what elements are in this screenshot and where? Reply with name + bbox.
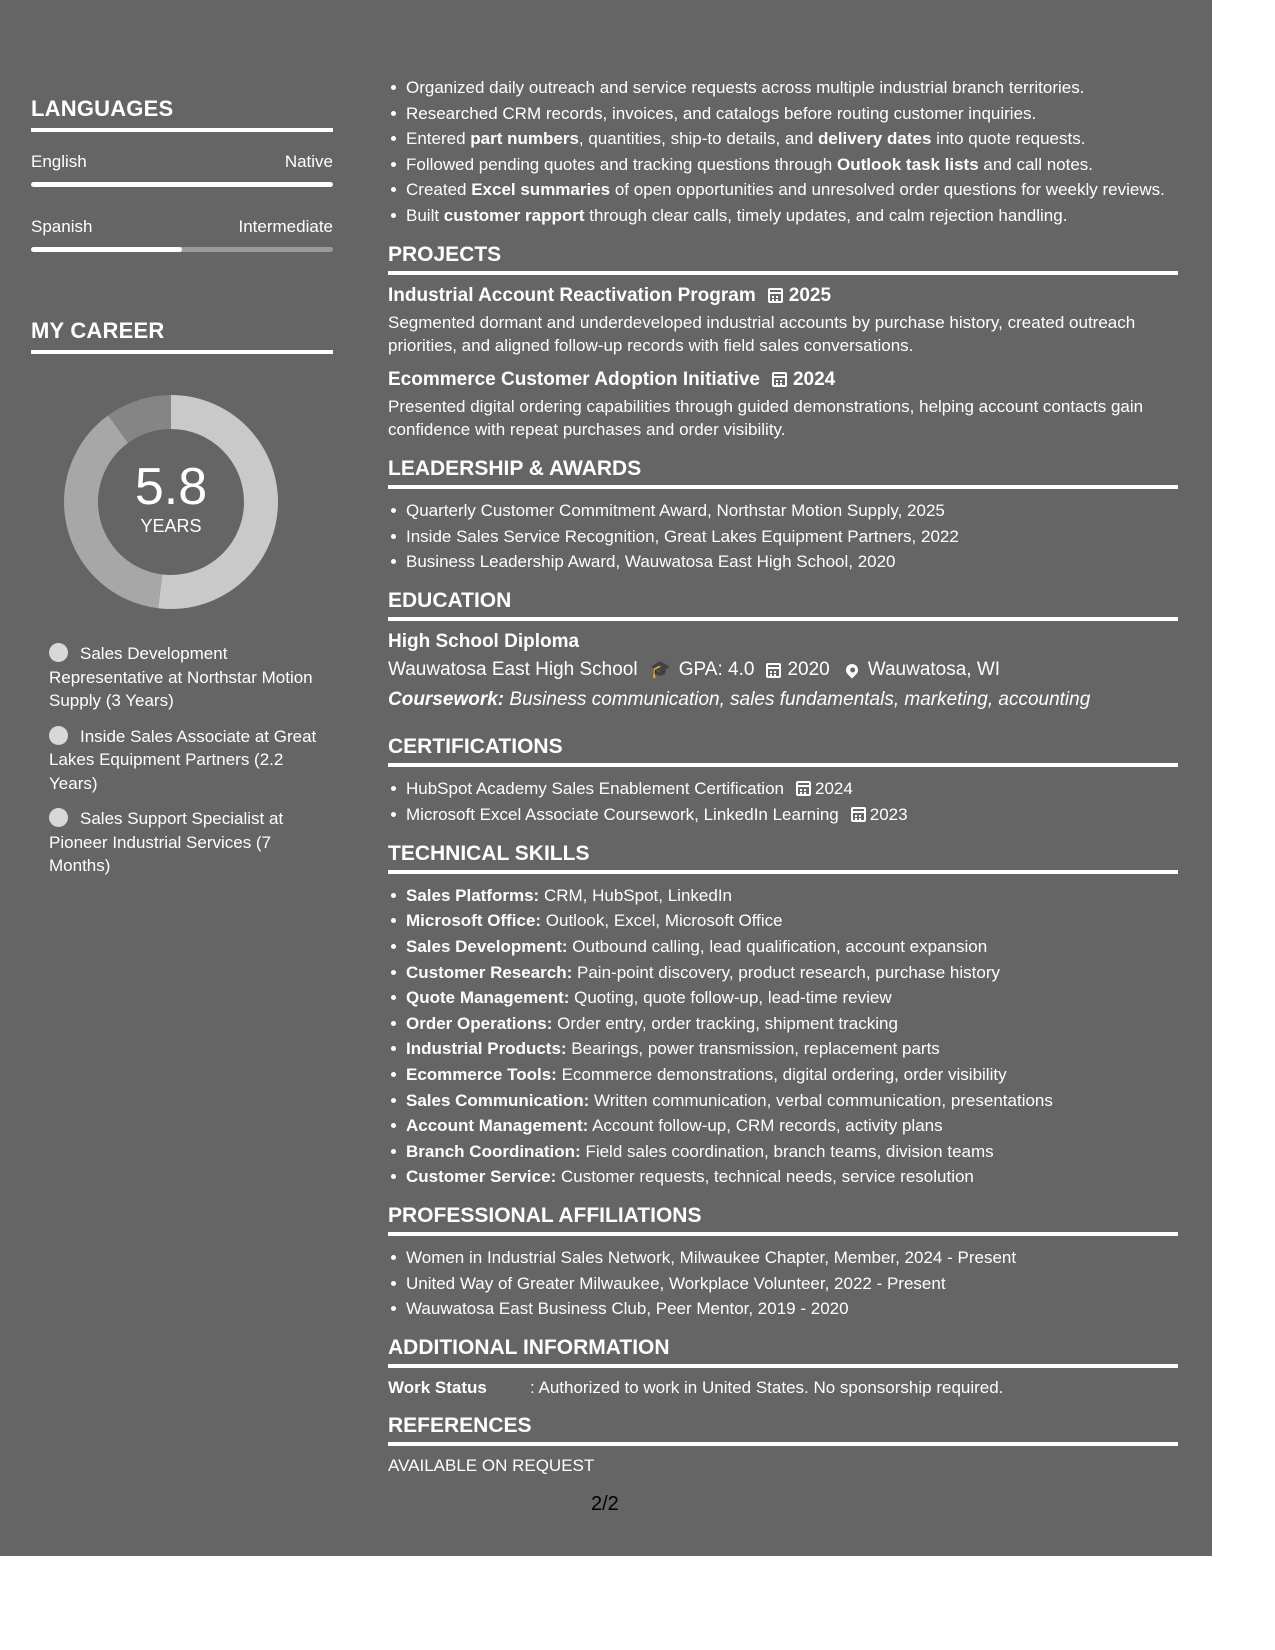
projects-title: PROJECTS (388, 243, 1178, 275)
awards-list (388, 499, 1178, 573)
education-title: EDUCATION (388, 589, 1178, 621)
experience-item: Entered part numbers, quantities, ship-to details, and delivery dates into quote requests. (406, 127, 1178, 150)
skill-label: Sales Communication: (406, 1090, 590, 1110)
career-item: Inside Sales Associate at Great Lakes Equipment Partners (2.2 Years) (49, 726, 317, 793)
project-item (388, 285, 1178, 357)
skill-item (406, 909, 1178, 932)
skill-label: Customer Service: (406, 1167, 557, 1187)
education-coursework (388, 689, 1178, 711)
skill-value: Ecommerce demonstrations, digital ordering, order visibility (556, 1064, 1007, 1084)
page-number: 2/2 (591, 1493, 619, 1515)
career-total-unit: YEARS (140, 515, 202, 536)
calendar-icon (766, 663, 781, 678)
certification-item: HubSpot Academy Sales Enablement Certification 2024 (406, 777, 1178, 800)
graduation-cap-icon: 🎓 (649, 660, 671, 680)
work-status (388, 1378, 1178, 1398)
affiliations-title: PROFESSIONAL AFFILIATIONS (388, 1204, 1178, 1236)
location-pin-icon (843, 662, 860, 679)
career-dot-icon (49, 808, 68, 827)
project-year: 2025 (788, 284, 832, 306)
skill-item (406, 884, 1178, 907)
career-dot-icon (49, 643, 68, 662)
skill-value: Bearings, power transmission, replacement parts (566, 1039, 940, 1059)
language-level: Intermediate (238, 217, 333, 236)
skill-value: Field sales coordination, branch teams, division teams (580, 1141, 994, 1161)
skills-list (388, 884, 1178, 1189)
skill-value: Quoting, quote follow-up, lead-time review (569, 988, 892, 1008)
skills-title: TECHNICAL SKILLS (388, 842, 1178, 874)
coursework-value: Business communication, sales fundamentals, marketing, accounting (509, 689, 1091, 711)
skill-value: Written communication, verbal communication, presentations (589, 1090, 1053, 1110)
certification-item: Microsoft Excel Associate Coursework, LinkedIn Learning 2023 (406, 803, 1178, 826)
experience-item: Created Excel summaries of open opportunities and unresolved order questions for weekly reviews. (406, 178, 1178, 201)
award-item: Quarterly Customer Commitment Award, Northstar Motion Supply, 2025 (406, 499, 1178, 522)
career-list (31, 642, 333, 878)
experience-item: Followed pending quotes and tracking questions through Outlook task lists and call notes. (406, 153, 1178, 176)
project-desc: Presented digital ordering capabilities through guided demonstrations, helping account contacts gain confidence with repeat purchases and order visibility. (388, 396, 1144, 439)
language-bar (31, 247, 333, 252)
work-status-value: : Authorized to work in United States. No sponsorship required. (530, 1378, 1004, 1398)
skill-label: Customer Research: (406, 962, 573, 982)
education-year: 2020 (787, 659, 830, 681)
experience-bullets (388, 76, 1178, 227)
affiliations-list (388, 1246, 1178, 1320)
calendar-icon (796, 781, 811, 796)
language-bar-fill (31, 247, 182, 252)
education-gpa: GPA: 4.0 (678, 659, 755, 681)
skill-value: Pain-point discovery, product research, purchase history (572, 962, 1001, 982)
languages-title: LANGUAGES (31, 96, 333, 132)
experience-item: Organized daily outreach and service requests across multiple industrial branch territories. (406, 76, 1178, 99)
awards-title: LEADERSHIP & AWARDS (388, 457, 1178, 489)
career-total-years: 5.8 (134, 457, 208, 516)
language-level: Native (284, 152, 333, 171)
skill-value: Outlook, Excel, Microsoft Office (541, 911, 783, 931)
career-dot-icon (49, 726, 68, 745)
skill-value: Account follow-up, CRM records, activity plans (588, 1116, 943, 1136)
language-name: English (31, 152, 87, 171)
language-spanish (31, 217, 333, 252)
language-bar (31, 182, 333, 187)
skill-item (406, 1140, 1178, 1163)
skill-label: Industrial Products: (406, 1039, 567, 1059)
project-year: 2024 (792, 368, 836, 390)
affiliation-item: Wauwatosa East Business Club, Peer Mentor, 2019 - 2020 (406, 1297, 1178, 1320)
language-bar-fill (31, 182, 333, 187)
calendar-icon (772, 372, 787, 387)
right-column (388, 76, 1178, 1476)
career-title: MY CAREER (31, 318, 333, 354)
skill-item (406, 935, 1178, 958)
skill-item (406, 986, 1178, 1009)
career-donut (63, 394, 279, 610)
project-desc: Segmented dormant and underdeveloped industrial accounts by purchase history, created outreach priorities, and aligned follow-up records with field sales conversations. (388, 312, 1136, 355)
skill-item (406, 1114, 1178, 1137)
calendar-icon (768, 288, 783, 303)
career-item: Sales Development Representative at Northstar Motion Supply (3 Years) (49, 644, 313, 710)
career-item: Sales Support Specialist at Pioneer Industrial Services (7 Months) (49, 809, 284, 875)
references-text: AVAILABLE ON REQUEST (388, 1456, 595, 1476)
skill-item (406, 1063, 1178, 1086)
project-item (388, 369, 1178, 441)
skill-value: Order entry, order tracking, shipment tracking (552, 1013, 898, 1033)
education-school: Wauwatosa East High School (388, 659, 638, 681)
skill-value: Outbound calling, lead qualification, account expansion (567, 936, 988, 956)
skill-label: Branch Coordination: (406, 1141, 581, 1161)
education-location: Wauwatosa, WI (867, 659, 1001, 681)
award-item: Business Leadership Award, Wauwatosa East High School, 2020 (406, 550, 1178, 573)
skill-item (406, 1165, 1178, 1188)
skill-label: Order Operations: (406, 1013, 553, 1033)
project-name: Ecommerce Customer Adoption Initiative (388, 368, 760, 390)
left-column (31, 96, 333, 890)
calendar-icon (851, 807, 866, 822)
language-english (31, 152, 333, 187)
skill-label: Ecommerce Tools: (406, 1064, 557, 1084)
references-title: REFERENCES (388, 1414, 1178, 1446)
skill-label: Microsoft Office: (406, 911, 542, 931)
education-degree: High School Diploma (388, 631, 580, 653)
skill-item (406, 961, 1178, 984)
skill-label: Sales Platforms: (406, 885, 540, 905)
affiliation-item: United Way of Greater Milwaukee, Workplace Volunteer, 2022 - Present (406, 1272, 1178, 1295)
skill-label: Sales Development: (406, 936, 568, 956)
skill-value: CRM, HubSpot, LinkedIn (539, 885, 732, 905)
certifications-title: CERTIFICATIONS (388, 735, 1178, 767)
award-item: Inside Sales Service Recognition, Great Lakes Equipment Partners, 2022 (406, 525, 1178, 548)
certifications-list (388, 777, 1178, 826)
education-details (388, 659, 1178, 681)
project-name: Industrial Account Reactivation Program (388, 284, 756, 306)
skill-item (406, 1089, 1178, 1112)
skill-value: Customer requests, technical needs, service resolution (556, 1167, 974, 1187)
skill-label: Quote Management: (406, 988, 570, 1008)
experience-item: Researched CRM records, invoices, and catalogs before routing customer inquiries. (406, 102, 1178, 125)
skill-label: Account Management: (406, 1116, 589, 1136)
work-status-label: Work Status (388, 1378, 487, 1398)
experience-item: Built customer rapport through clear calls, timely updates, and calm rejection handling. (406, 204, 1178, 227)
coursework-label: Coursework: (388, 689, 505, 711)
skill-item (406, 1012, 1178, 1035)
language-name: Spanish (31, 217, 93, 236)
additional-title: ADDITIONAL INFORMATION (388, 1336, 1178, 1368)
affiliation-item: Women in Industrial Sales Network, Milwaukee Chapter, Member, 2024 - Present (406, 1246, 1178, 1269)
skill-item (406, 1037, 1178, 1060)
